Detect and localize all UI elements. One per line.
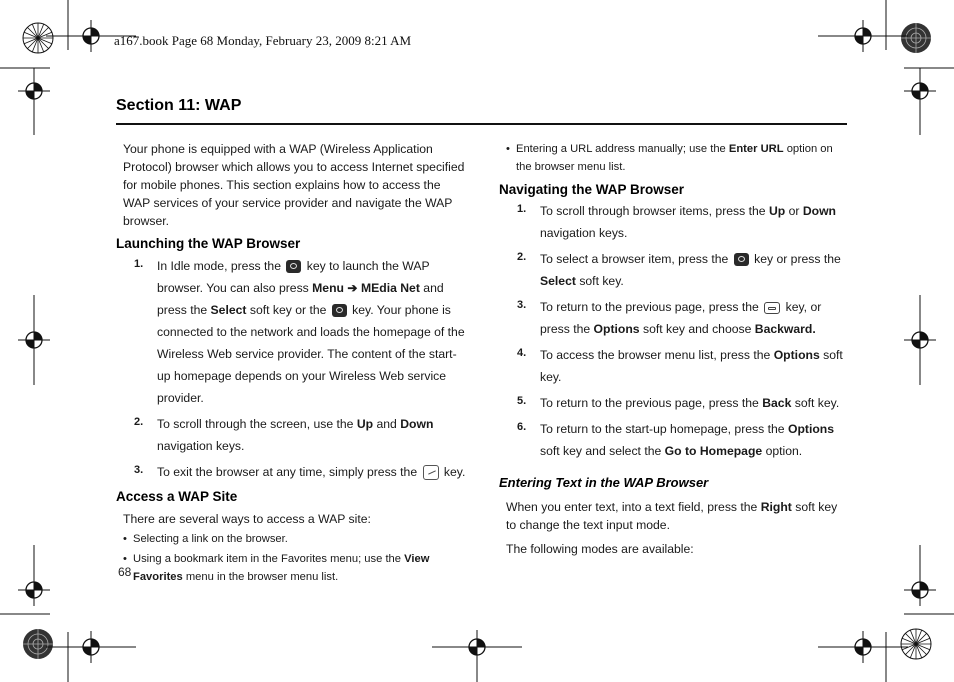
options-term: Options: [593, 322, 640, 336]
list-item: • Entering a URL address manually; use the Enter URL option on the browser menu list.: [499, 140, 849, 176]
step-text-part: To return to the start-up homepage, press the: [540, 422, 785, 436]
step-text-part: To select a browser item, press the: [540, 252, 729, 266]
select-term: Select: [540, 274, 576, 288]
step-text-part: To scroll through the screen, use the: [157, 417, 354, 431]
step-text-part: soft key.: [540, 348, 843, 384]
down-term: Down: [400, 417, 434, 431]
media-net-term: MEdia Net: [360, 281, 420, 295]
step-text: [540, 296, 849, 340]
step-text: [540, 418, 849, 462]
list-item: • Using a bookmark item in the Favorites menu; use the View Favorites menu in the browser menu list.: [116, 550, 468, 586]
step-text-part: To access the browser menu list, press the: [540, 348, 771, 362]
step-text: [540, 200, 849, 244]
bullet-text-part: option on the browser menu list.: [516, 143, 833, 173]
navigate-step: [499, 248, 849, 292]
list-item: • Selecting a link on the browser.: [116, 530, 468, 548]
step-number: 6.: [517, 421, 527, 433]
step-text-part: To return to the previous page, press the: [540, 396, 759, 410]
ok-key-icon: [332, 304, 347, 317]
step-text-part: key, or press the: [540, 300, 822, 336]
end-key-icon: [423, 465, 439, 480]
options-term: Options: [787, 422, 835, 436]
paragraph-text-part: soft key to change the text input mode.: [506, 500, 838, 532]
step-text: [157, 255, 468, 409]
step-text-part: navigation keys.: [157, 439, 245, 453]
step-number: 1.: [134, 258, 144, 270]
clear-key-icon: [764, 302, 780, 314]
right-column: [499, 140, 849, 558]
bullet-text-part: Entering a URL address manually; use the: [516, 143, 726, 155]
step-text-part: key or press the: [754, 252, 841, 266]
step-text-part: To return to the previous page, press the: [540, 300, 759, 314]
navigate-step: [499, 344, 849, 388]
step-number: 2.: [517, 251, 527, 263]
left-column: [116, 140, 468, 586]
step-text-part: key. Your phone is connected to the network and loads the homepage of the Wireless Web service provider. The content of the start-up homepage depends on your Wireless Web service provider.: [157, 303, 465, 405]
menu-term: Menu: [312, 281, 344, 295]
access-lead: There are several ways to access a WAP site:: [123, 512, 371, 526]
step-text-part: key to launch the WAP browser. You can also press: [157, 259, 430, 295]
step-number: 1.: [517, 203, 527, 215]
bullet-text: Selecting a link on the browser.: [133, 533, 288, 545]
step-text-part: and press the: [157, 281, 444, 317]
step-text-part: To scroll through browser items, press the: [540, 204, 766, 218]
title-rule: [116, 123, 847, 125]
section-title: Section 11: WAP: [116, 97, 242, 114]
launch-step: [116, 461, 468, 483]
step-text: [540, 344, 849, 388]
step-text-part: soft key and choose: [642, 322, 752, 336]
ok-key-icon: [734, 253, 749, 266]
navigate-step: [499, 392, 849, 414]
launch-step: [116, 413, 468, 457]
print-header: a167.book Page 68 Monday, February 23, 2009 8:21 AM: [114, 33, 412, 48]
down-term: Down: [802, 204, 836, 218]
step-text: [540, 392, 849, 414]
intro-paragraph: Your phone is equipped with a WAP (Wireless Application Protocol) browser which allows you to access Internet specified for mobile phones. This section explains how to access the WAP services of your service provider and navigate the WAP browser.: [123, 142, 465, 228]
step-text-part: soft key.: [794, 396, 840, 410]
step-text-part: In Idle mode, press the: [157, 259, 281, 273]
step-text-part: navigation keys.: [540, 226, 628, 240]
right-term: Right: [760, 500, 792, 514]
step-number: 3.: [517, 299, 527, 311]
enter-url-term: Enter URL: [728, 143, 784, 155]
step-number: 4.: [517, 347, 527, 359]
step-text: [540, 248, 849, 292]
paragraph-text-part: When you enter text, into a text field, press the: [506, 500, 758, 514]
step-number: 5.: [517, 395, 527, 407]
bullet-text-part: menu in the browser menu list.: [185, 571, 339, 583]
navigate-step: [499, 418, 849, 462]
step-text-part: soft key and select the: [540, 444, 662, 458]
step-text-part: soft key.: [579, 274, 624, 288]
bullet-text-part: Using a bookmark item in the Favorites menu; use the: [133, 553, 402, 565]
step-text-part: soft key or the: [249, 303, 327, 317]
entering-paragraph: [499, 498, 849, 534]
step-number: 3.: [134, 464, 144, 476]
backward-term: Backward.: [754, 322, 816, 336]
arrow-glyph: ➔: [347, 281, 358, 295]
options-term: Options: [773, 348, 820, 362]
modes-paragraph: The following modes are available:: [506, 542, 694, 556]
up-term: Up: [356, 417, 374, 431]
navigate-step: [499, 296, 849, 340]
bullet-text: [133, 550, 468, 586]
go-to-homepage-term: Go to Homepage: [664, 444, 763, 458]
step-text-part: key.: [443, 465, 466, 479]
navigate-step: [499, 200, 849, 244]
page-number: 68: [118, 565, 132, 579]
back-term: Back: [762, 396, 792, 410]
step-text-part: To exit the browser at any time, simply press the: [157, 465, 418, 479]
access-heading: Access a WAP Site: [116, 489, 238, 504]
step-text-part: option.: [765, 444, 803, 458]
step-text: [157, 461, 468, 483]
entering-heading: Entering Text in the WAP Browser: [499, 475, 709, 490]
select-term: Select: [210, 303, 247, 317]
up-term: Up: [768, 204, 786, 218]
bullet-text: [516, 140, 849, 176]
step-text-part: or: [788, 204, 800, 218]
step-text: [157, 413, 468, 457]
launch-heading: Launching the WAP Browser: [116, 236, 301, 251]
browser-key-icon: [286, 260, 301, 273]
view-favorites-term: View Favorites: [133, 553, 430, 583]
navigate-heading: Navigating the WAP Browser: [499, 182, 685, 197]
step-text-part: and: [376, 417, 397, 431]
step-number: 2.: [134, 416, 144, 428]
launch-step: [116, 255, 468, 409]
